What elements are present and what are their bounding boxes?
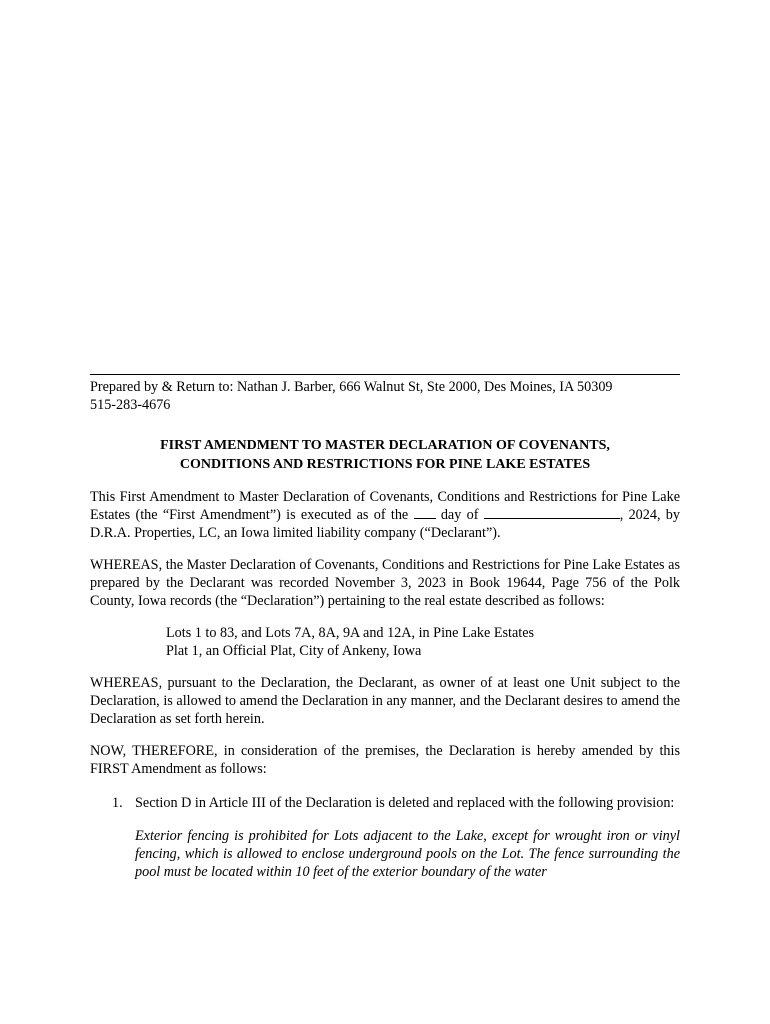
whereas-paragraph-2: WHEREAS, pursuant to the Declaration, the Declarant, as owner of at least one Unit subject to the Declaration, is allowed to amend the Declaration in any manner, and the Declarant desires to amend the Declaration as set forth herein. [90,675,680,727]
amendment-text: Section D in Article III of the Declaration is deleted and replaced with the following provision: [135,795,675,811]
prepared-by-block [90,378,680,414]
amendment-item [90,794,680,812]
title-line-1: FIRST AMENDMENT TO MASTER DECLARATION OF COVENANTS, [160,438,610,453]
intro-text-3: , 2024, by D.R.A. Properties, LC, an Iowa limited liability company (“Declarant”). [90,507,680,541]
intro-text-1: This First Amendment to Master Declaration of Covenants, Conditions and Restrictions for Pine Lake Estates (the “First Amendment”) is executed as of the [90,489,680,523]
prepared-by-phone: 515-283-4676 [90,397,171,413]
now-therefore-paragraph: NOW, THEREFORE, in consideration of the premises, the Declaration is hereby amended by this FIRST Amendment as follows: [90,743,680,777]
title-line-2: CONDITIONS AND RESTRICTIONS FOR PINE LAKE ESTATES [179,457,591,472]
month-blank [484,506,620,519]
recording-area-divider [90,374,680,375]
legal-line-2: Plat 1, an Official Plat, City of Ankeny, Iowa [166,643,422,659]
intro-text-2: day of [435,507,484,523]
legal-description [166,624,680,660]
legal-line-1: Lots 1 to 83, and Lots 7A, 8A, 9A and 12A, in Pine Lake Estates [166,625,535,641]
prepared-by-line: Prepared by & Return to: Nathan J. Barber, 666 Walnut St, Ste 2000, Des Moines, IA 50309 [90,379,613,395]
whereas-paragraph-1: WHEREAS, the Master Declaration of Covenants, Conditions and Restrictions for Pine Lake Estates as prepared by the Declarant was recorded November 3, 2023 in Book 19644, Page 756 of the Polk County, Iowa records (the “Declaration”) pertaining to the real estate described as follows: [90,557,680,609]
document-title [90,436,680,474]
intro-paragraph [90,488,680,542]
amendment-provision: Exterior fencing is prohibited for Lots adjacent to the Lake, except for wrought iron or vinyl fencing, which is allowed to enclose underground pools on the Lot. The fence surrounding the pool must be located within 10 feet of the exterior boundary of the water [135,828,680,880]
document-content [90,374,680,881]
amendment-number: 1. [112,795,123,811]
day-blank [414,506,436,519]
